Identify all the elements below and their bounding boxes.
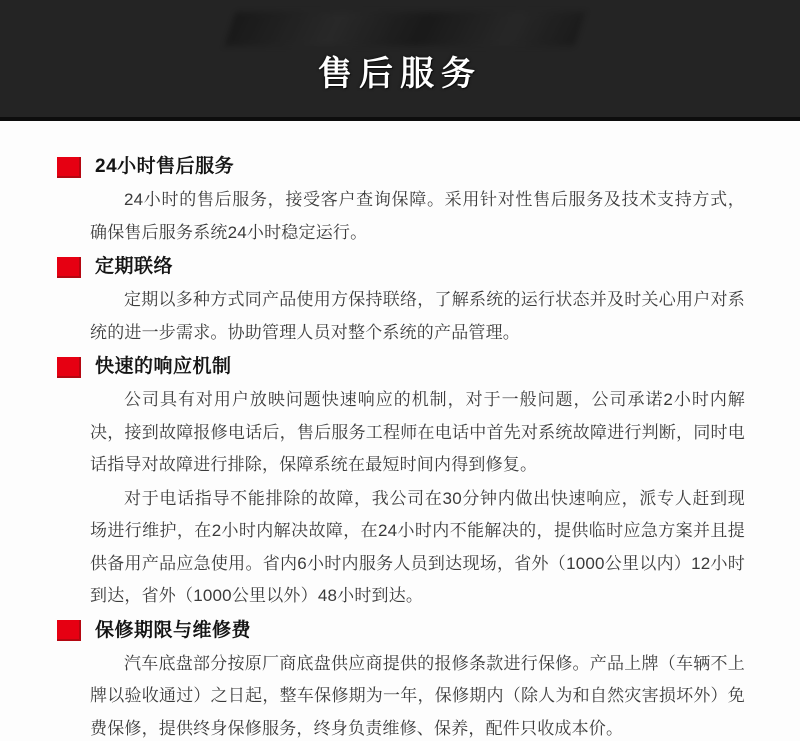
red-square-bullet-icon (57, 620, 81, 641)
section-paragraph: 对于电话指导不能排除的故障，我公司在30分钟内做出快速响应，派专人赶到现场进行维护，在2小时内解决故障，在24小时内不能解决的，提供临时应急方案并且提供备用产品应急使用。省内6小时内服务人员到达现场，省外（1000公里以内）12小时到达，省外（1000公里以外）48小时到达。 (90, 488, 745, 605)
red-square-bullet-icon (57, 257, 81, 278)
section-title: 定期联络 (95, 256, 174, 277)
section-24h-service (57, 155, 745, 249)
document-body (0, 121, 800, 741)
section-rapid-response (57, 355, 745, 613)
section-paragraph: 定期以多种方式同产品使用方保持联络，了解系统的运行状态并及时关心用户对系统的进一步需求。协助管理人员对整个系统的产品管理。 (90, 290, 745, 342)
section-title: 保修期限与维修费 (95, 619, 252, 641)
section-title: 快速的响应机制 (95, 356, 232, 377)
red-square-bullet-icon (57, 157, 81, 178)
section-warranty (57, 619, 745, 741)
section-heading (57, 619, 745, 643)
header-watermark (224, 12, 585, 46)
section-regular-contact (57, 255, 745, 349)
section-paragraph: 24小时的售后服务，接受客户查询保障。采用针对性售后服务及技术支持方式，确保售后服务系统24小时稳定运行。 (90, 190, 745, 242)
page-title: 售后服务 (318, 55, 482, 93)
section-heading (57, 155, 745, 179)
section-heading (57, 255, 745, 279)
section-heading (57, 355, 745, 379)
section-paragraph: 公司具有对用户放映问题快速响应的机制，对于一般问题，公司承诺2小时内解决，接到故障报修电话后，售后服务工程师在电话中首先对系统故障进行判断，同时电话指导对故障进行排除，保障系统在最短时间内得到修复。 (90, 390, 745, 474)
page-header (0, 0, 800, 121)
section-paragraph: 汽车底盘部分按原厂商底盘供应商提供的报修条款进行保修。产品上牌（车辆不上牌以验收通过）之日起，整车保修期为一年，保修期内（除人为和自然灾害损坏外）免费保修，提供终身保修服务，终身负责维修、保养，配件只收成本价。 (90, 653, 745, 738)
section-title: 24小时售后服务 (95, 156, 235, 177)
red-square-bullet-icon (57, 357, 81, 378)
